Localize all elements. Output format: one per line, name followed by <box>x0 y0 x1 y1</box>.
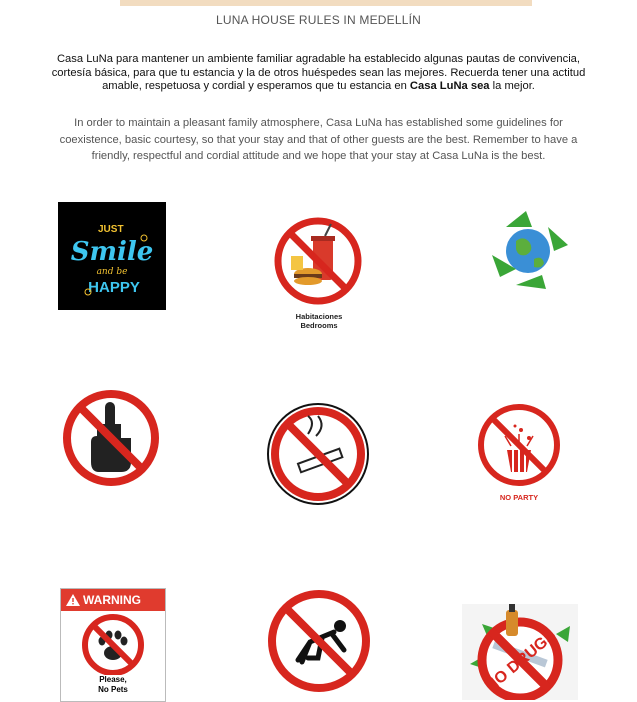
no-drugs-sign <box>462 604 578 700</box>
no-party-caption: NO PARTY <box>499 493 539 502</box>
bottle-icon <box>506 610 518 636</box>
no-noise-sign <box>61 388 161 488</box>
no-drugs-text: NO DRUGS <box>482 626 560 696</box>
no-smoking-sign <box>264 400 372 508</box>
recycle-globe-icon <box>486 205 570 295</box>
no-food-sign <box>273 216 363 306</box>
intro-english: In order to maintain a pleasant family atmosphere, Casa LuNa has established some guidelines for coexistence, basic courtesy, so that your stay and that of other guests are the best. Remember to have a friendly, respectful and cordial attitude and we hope that your stay at Casa LuNa is the best. <box>59 117 578 163</box>
no-pets-warning <box>60 588 166 702</box>
just-text: JUST <box>98 224 124 235</box>
and-be-text: and be <box>96 267 128 277</box>
warning-header: WARNING <box>61 589 165 611</box>
intro-spanish: Casa LuNa para mantener un ambiente familiar agradable ha establecido algunas pautas de convivencia, cortesía básica, para que tu estancia y la de otros huéspedes sean las mejores. Recuerda tener una actitud amable, respetuosa y cordial y esperamos que tu estancia en Casa LuNa sea la mejor. <box>51 53 586 93</box>
no-drunk-sign <box>266 588 372 694</box>
top-banner-strip <box>120 0 532 6</box>
smile-text: Smile <box>70 237 154 267</box>
page-title: LUNA HOUSE RULES IN MEDELLÍN <box>216 13 421 27</box>
smile-poster <box>58 202 166 310</box>
warning-triangle-icon <box>65 593 81 607</box>
no-party-sign <box>471 400 567 490</box>
person-icon <box>334 620 346 632</box>
happy-text: HAPPY <box>88 279 140 296</box>
no-pets-caption: Please, No Pets <box>98 675 128 694</box>
no-food-caption: Habitaciones Bedrooms <box>295 312 343 330</box>
fries-icon <box>291 256 303 270</box>
